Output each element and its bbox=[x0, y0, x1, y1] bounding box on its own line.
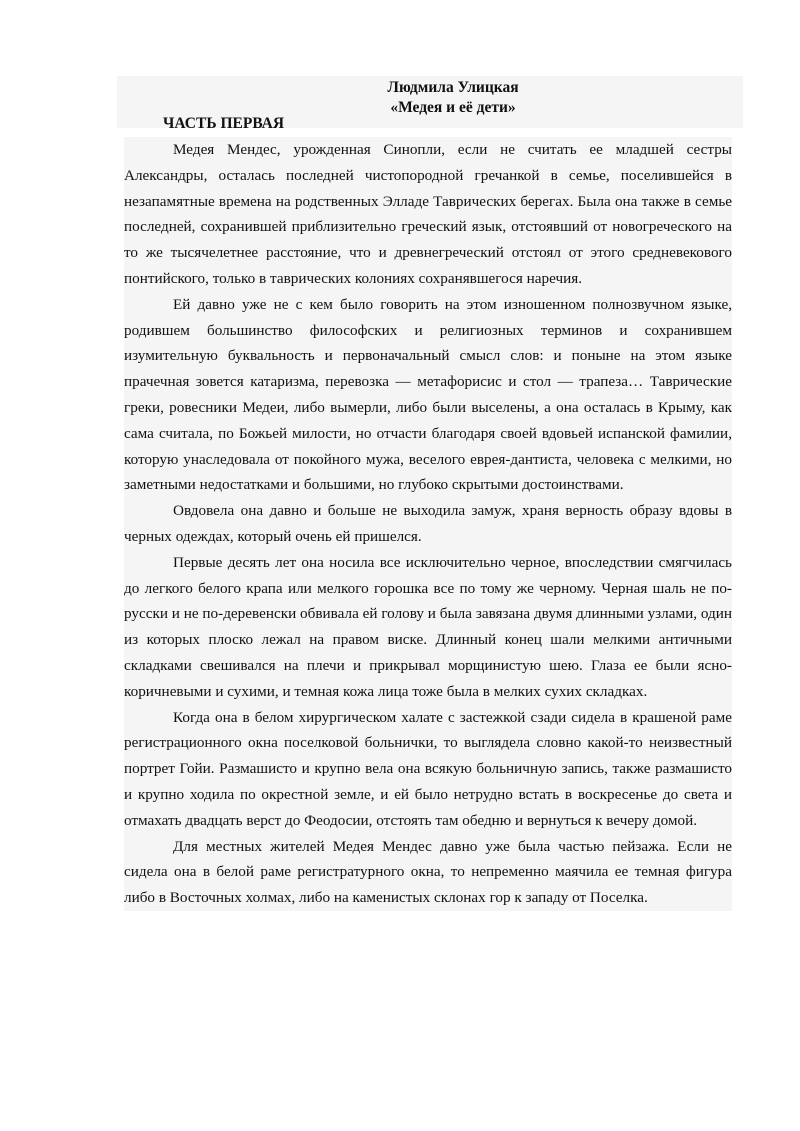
paragraph: Ей давно уже не с кем было говорить на этом изношенном полнозвучном языке, родившем большинство философских и религиозных терминов и сохранившем изумительную буквальность и первоначальный смысл слов: и поныне на этом языке прачечная зовется катаризма, перевозка — метафорисис и стол — трапеза… Таврические греки, ровесники Медеи, либо вымерли, либо были выселены, а она осталась в Крыму, как сама считала, по Божьей милости, но отчасти благодаря своей вдовьей испанской фамилии, которую унаследовала от покойного мужа, веселого еврея-дантиста, человека с мелкими, но заметными недостатками и большими, но глубоко скрытыми достоинствами. bbox=[124, 295, 732, 494]
book-title: «Медея и её дети» bbox=[390, 99, 516, 116]
paragraph: Овдовела она давно и больше не выходила замуж, храня верность образу вдовы в черных одеждах, который очень ей пришелся. bbox=[124, 502, 732, 545]
paragraph: Первые десять лет она носила все исключительно черное, впоследствии смягчилась до легкого белого крапа или мелкого горошка все по тому же черному. Черная шаль не по-русски и не по-деревенски обвивала ей голову и была завязана двумя длинными узлами, один из которых плоско лежал на правом виске. Длинный конец шали мелкими античными складками свешивался на плечи и прикрывал морщинистую шею. Глаза ее были ясно-коричневыми и сухими, и темная кожа лица тоже была в мелких сухих складках. bbox=[124, 553, 732, 700]
paragraph: Медея Мендес, урожденная Синопли, если не считать ее младшей сестры Александры, осталась последней чистопородной гречанкой в семье, поселившейся в незапамятные времена на родственных Элладе Таврических берегах. Была она также в семье последней, сохранившей приблизительно греческий язык, отстоявший от новогреческого на то же тысячелетнее расстояние, что и древнегреческий отстоял от этого средневекового понтийского, только в таврических колониях сохранявшегося наречия. bbox=[124, 141, 732, 287]
author-name: Людмила Улицкая bbox=[387, 79, 519, 96]
paragraph: Когда она в белом хирургическом халате с застежкой сзади сидела в крашеной раме регистрационного окна поселковой больнички, то выглядела словно какой-то неизвестный портрет Гойи. Размашисто и крупно вела она всякую больничную запись, также размашисто и крупно ходила по окрестной земле, и ей было нетрудно встать в воскресенье до света и отмахать двадцать верст до Феодосии, отстоять там обедню и вернуться к вечеру домой. bbox=[124, 708, 732, 829]
part-heading: ЧАСТЬ ПЕРВАЯ bbox=[163, 115, 285, 132]
body-text bbox=[124, 137, 732, 911]
paragraph: Для местных жителей Медея Мендес давно уже была частью пейзажа. Если не сидела она в белой раме регистратурного окна, то непременно маячила ее темная фигура либо в Восточных холмах, либо на каменистых склонах гор к западу от Поселка. bbox=[124, 837, 732, 907]
